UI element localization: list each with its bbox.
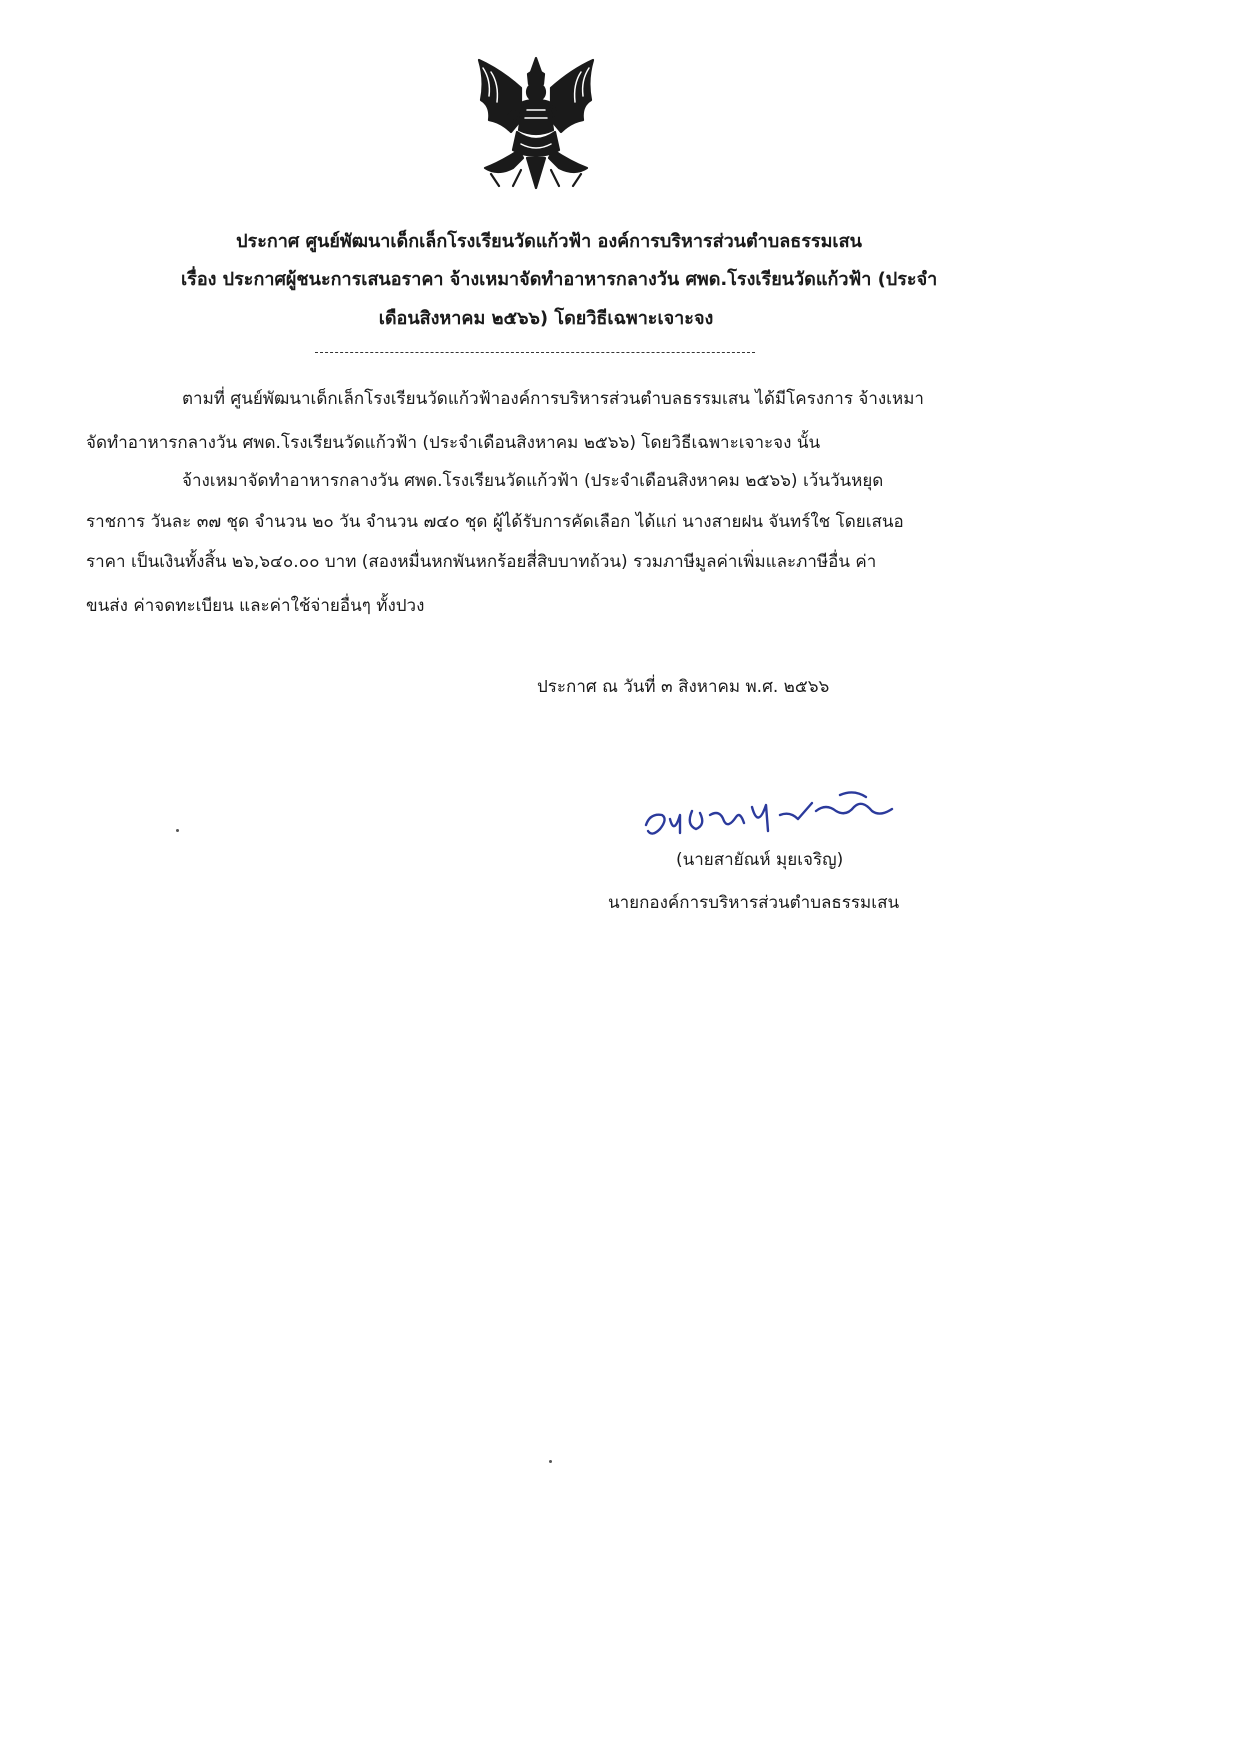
scan-speck bbox=[176, 829, 179, 832]
signer-name: (นายสายัณห์ มุยเจริญ) bbox=[676, 850, 844, 870]
document-subject-line-1: เรื่อง ประกาศผู้ชนะการเสนอราคา จ้างเหมาจัดทำอาหารกลางวัน ศพด.โรงเรียนวัดแก้วฟ้า (ประจำ bbox=[181, 269, 938, 290]
scan-speck bbox=[549, 1460, 552, 1463]
paragraph-2-line-3: ราคา เป็นเงินทั้งสิ้น ๒๖,๖๔๐.๐๐ บาท (สองหมื่นหกพันหกร้อยสี่สิบบาทถ้วน) รวมภาษีมูลค่าเพิ่มและภาษีอื่น ค่า bbox=[86, 552, 877, 572]
announcement-date: ประกาศ ณ วันที่ ๓ สิงหาคม พ.ศ. ๒๕๖๖ bbox=[537, 677, 830, 697]
paragraph-2-line-2: ราชการ วันละ ๓๗ ชุด จำนวน ๒๐ วัน จำนวน ๗๔๐ ชุด ผู้ได้รับการคัดเลือก ได้แก่ นางสายฝน จันทร์ใช โดยเสนอ bbox=[86, 512, 904, 532]
signer-position: นายกองค์การบริหารส่วนตำบลธรรมเสน bbox=[608, 893, 900, 913]
paragraph-2-line-1: จ้างเหมาจัดทำอาหารกลางวัน ศพด.โรงเรียนวัดแก้วฟ้า (ประจำเดือนสิงหาคม ๒๕๖๖) เว้นวันหยุด bbox=[182, 471, 884, 491]
handwritten-signature bbox=[640, 785, 910, 845]
garuda-emblem bbox=[461, 50, 611, 200]
paragraph-1-line-2: จัดทำอาหารกลางวัน ศพด.โรงเรียนวัดแก้วฟ้า (ประจำเดือนสิงหาคม ๒๕๖๖) โดยวิธีเฉพาะเจาะจง นั้น bbox=[86, 433, 821, 453]
divider-rule bbox=[315, 352, 755, 353]
document-title: ประกาศ ศูนย์พัฒนาเด็กเล็กโรงเรียนวัดแก้วฟ้า องค์การบริหารส่วนตำบลธรรมเสน bbox=[236, 231, 862, 252]
document-subject-line-2: เดือนสิงหาคม ๒๕๖๖) โดยวิธีเฉพาะเจาะจง bbox=[378, 308, 714, 329]
paragraph-1-line-1: ตามที่ ศูนย์พัฒนาเด็กเล็กโรงเรียนวัดแก้วฟ้าองค์การบริหารส่วนตำบลธรรมเสน ได้มีโครงการ จ้างเหมา bbox=[182, 389, 924, 409]
paragraph-2-line-4: ขนส่ง ค่าจดทะเบียน และค่าใช้จ่ายอื่นๆ ทั้งปวง bbox=[86, 596, 425, 616]
